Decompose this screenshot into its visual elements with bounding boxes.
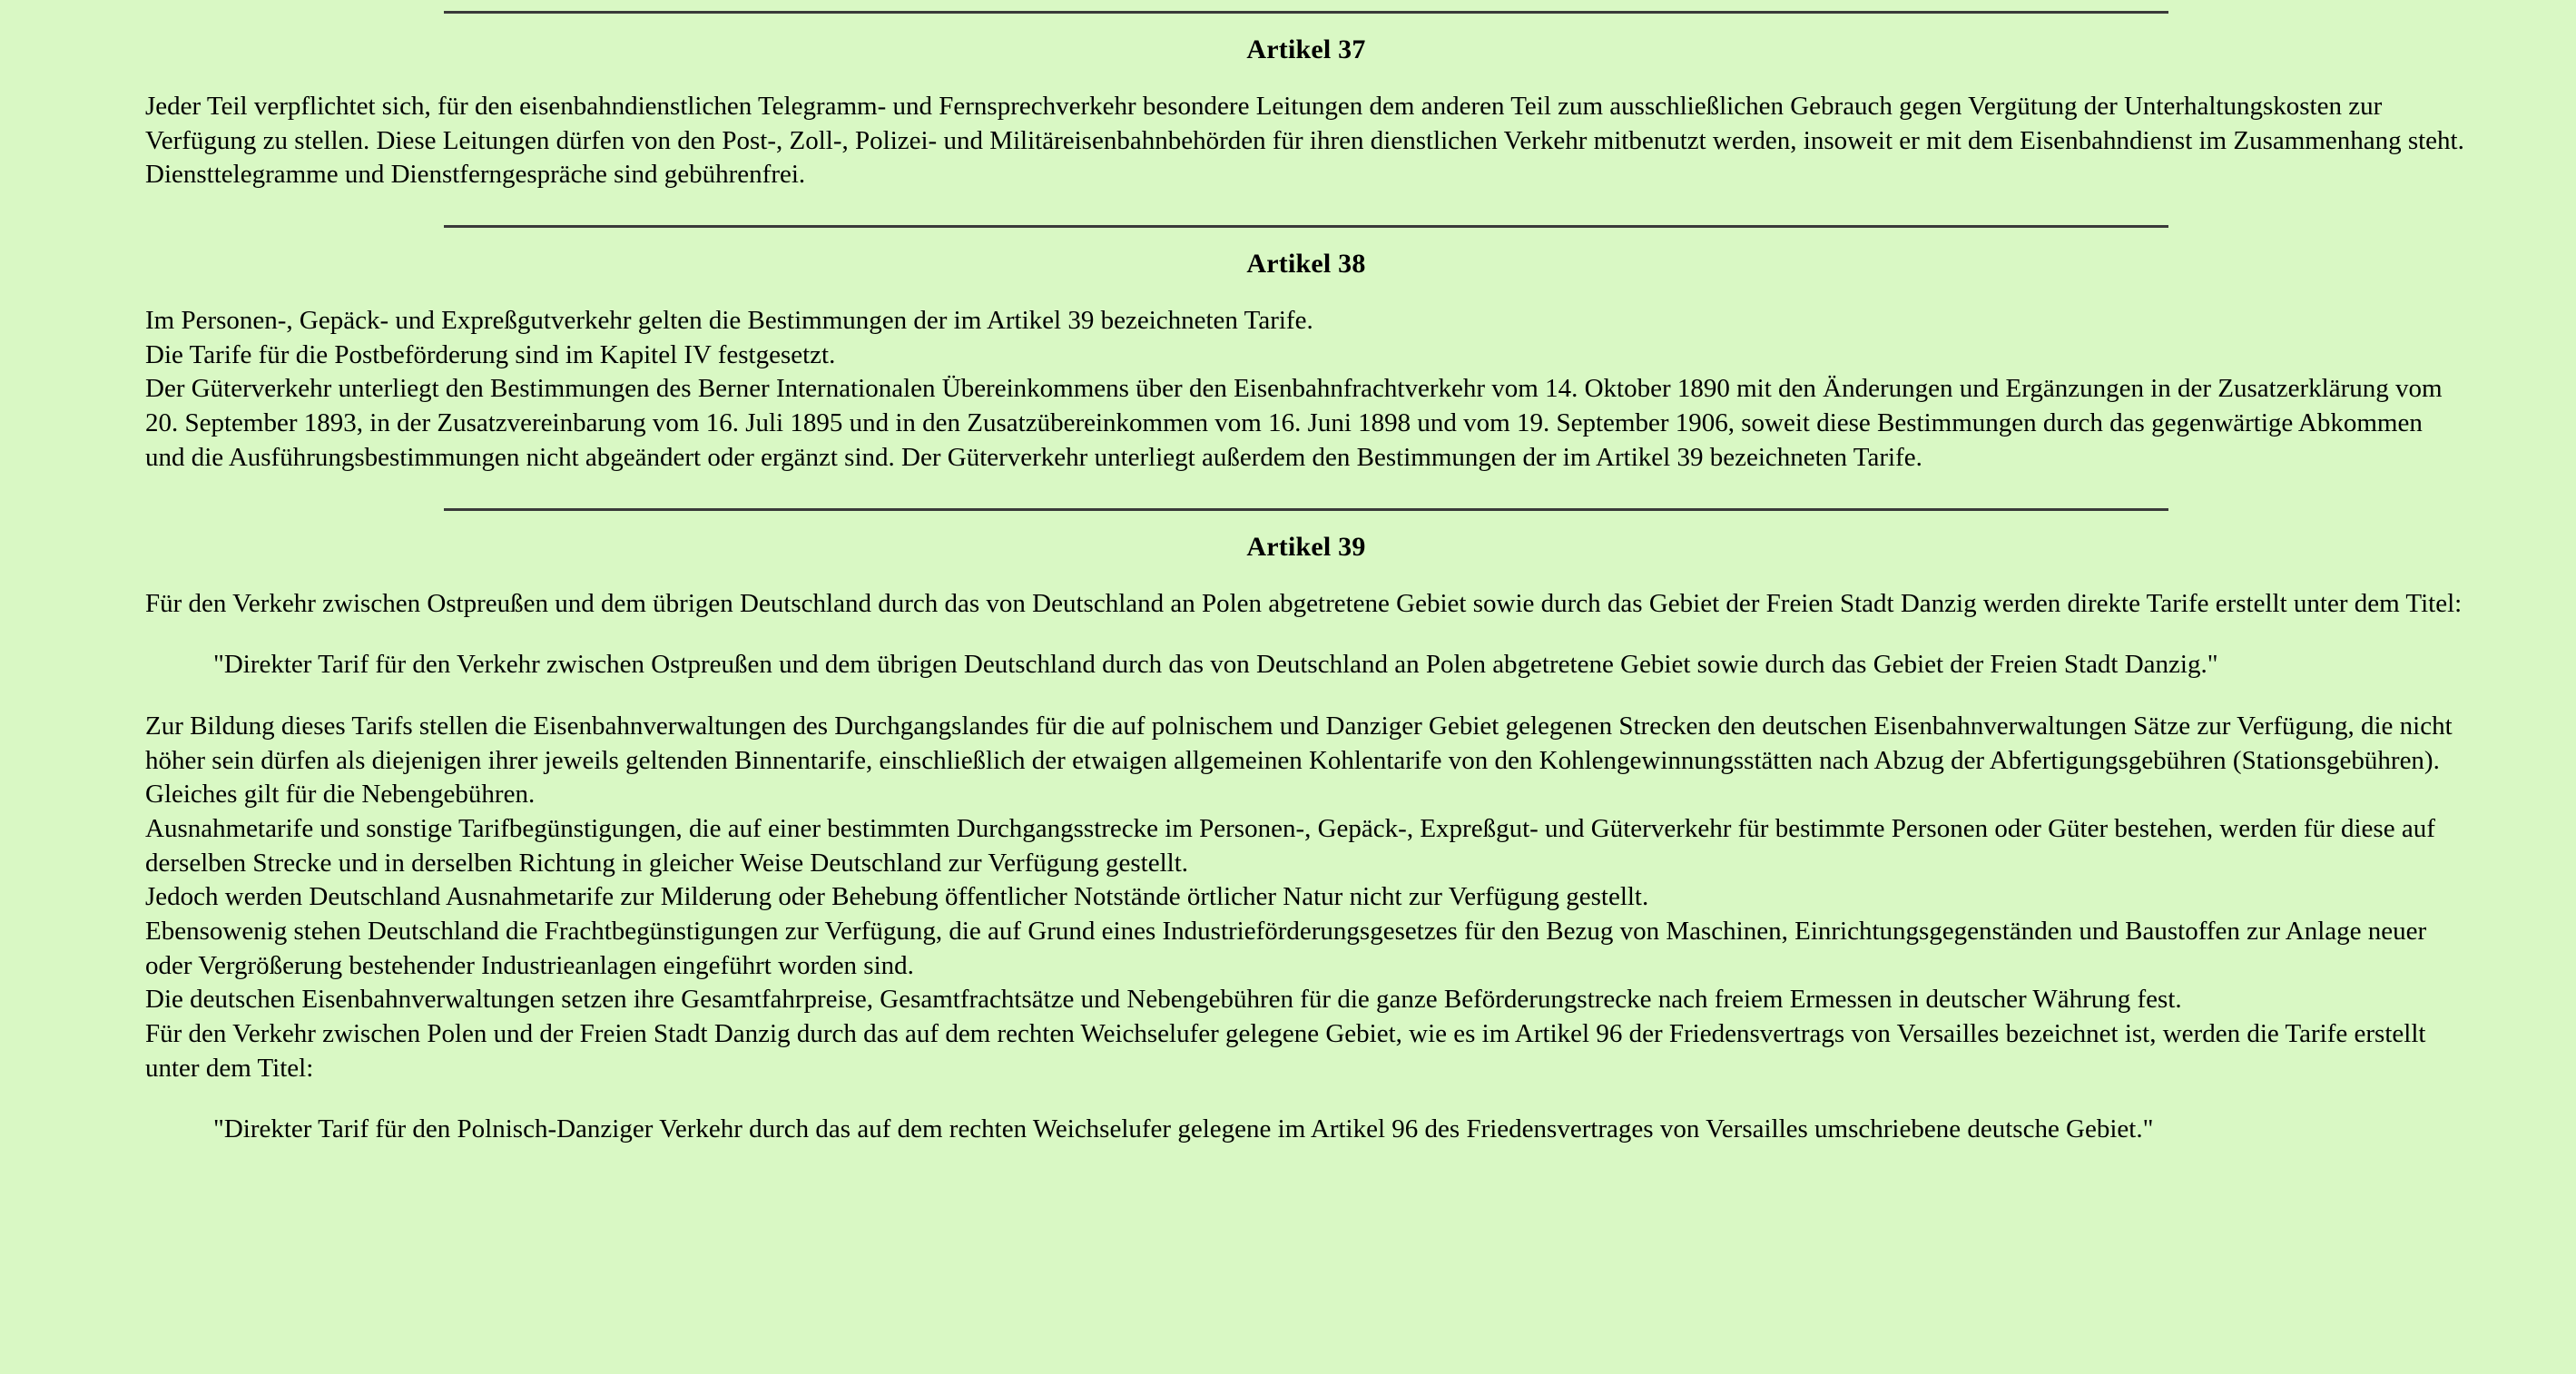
article-section-37: [145, 11, 2467, 192]
article-heading-37: Artikel 37: [1246, 34, 1366, 64]
article-paragraph: Jeder Teil verpflichtet sich, für den eisenbahndienstlichen Telegramm- und Fernsprechverkehr besondere Leitungen dem anderen Teil zum ausschließlichen Gebrauch gegen Vergütung der Unterhaltungskosten zur Verfügung zu stellen. Diese Leitungen dürfen von den Post-, Zoll-, Polizei- und Militäreisenbahnbehörden für ihren dienstlichen Verkehr mitbenutzt werden, insoweit er mit dem Eisenbahndienst im Zusammenhang steht.: [145, 92, 2464, 155]
block-spacer: [145, 476, 2467, 508]
article-heading-38: Artikel 38: [1246, 249, 1366, 280]
section-divider: [444, 11, 2168, 14]
article-paragraph: Für den Verkehr zwischen Ostpreußen und dem übrigen Deutschland durch das von Deutschland an Polen abgetretene Gebiet sowie durch das Gebiet der Freien Stadt Danzig werden direkte Tarife erstellt unter dem Titel:: [145, 588, 2463, 618]
article-paragraph: Diensttelegramme und Dienstferngespräche sind gebührenfrei.: [145, 160, 806, 190]
article-paragraph: Ebensowenig stehen Deutschland die Frachtbegünstigungen zur Verfügung, die auf Grund eines Industrieförderungsgesetzes für den Bezug von Maschinen, Einrichtungsgegenständen und Baustoffen zur Anlage neuer oder Vergrößerung bestehender Industrieanlagen eingeführt worden sind.: [145, 917, 2427, 980]
block-spacer: [145, 192, 2467, 225]
article-paragraph: Für den Verkehr zwischen Polen und der Freien Stadt Danzig durch das auf dem rechten Weichselufer gelegene Gebiet, wie es im Artikel 96 der Friedensvertrags von Versailles bezeichnet ist, werden die Tarife erstellt unter dem Titel:: [145, 1019, 2426, 1083]
article-quote: "Direkter Tarif für den Verkehr zwischen Ostpreußen und dem übrigen Deutschland durch das von Deutschland an Polen abgetretene Gebiet sowie durch das Gebiet der Freien Stadt Danzig.": [213, 650, 2218, 680]
article-paragraph: Der Güterverkehr unterliegt den Bestimmungen des Berner Internationalen Übereinkommens über den Eisenbahnfrachtverkehr vom 14. Oktober 1890 mit den Änderungen und Ergänzungen in der Zusatzerklärung vom 20. September 1893, in der Zusatzvereinbarung vom 16. Juli 1895 und in den Zusatzübereinkommen vom 16. Juni 1898 und vom 19. September 1906, soweit diese Bestimmungen durch das gegenwärtige Abkommen und die Ausführungsbestimmungen nicht abgeändert oder ergänzt sind. Der Güterverkehr unterliegt außerdem den Bestimmungen der im Artikel 39 bezeichneten Tarife.: [145, 374, 2443, 472]
article-paragraph: Die Tarife für die Postbeförderung sind im Kapitel IV festgesetzt.: [145, 339, 836, 369]
section-divider: [444, 508, 2168, 511]
section-divider: [444, 225, 2168, 228]
article-section-39: [145, 508, 2467, 1148]
article-paragraph: Jedoch werden Deutschland Ausnahmetarife zur Milderung oder Behebung öffentlicher Notstände örtlicher Natur nicht zur Verfügung gestellt.: [145, 882, 1649, 912]
article-section-38: [145, 225, 2467, 475]
article-paragraph: Zur Bildung dieses Tarifs stellen die Eisenbahnverwaltungen des Durchgangslandes für die auf polnischem und Danziger Gebiet gelegenen Strecken den deutschen Eisenbahnverwaltungen Sätze zur Verfügung, die nicht höher sein dürfen als diejenigen ihrer jeweils geltenden Binnentarife, einschließlich der etwaigen allgemeinen Kohlentarife von den Kohlengewinnungsstätten nach Abzug der Abfertigungsgebühren (Stationsgebühren). Gleiches gilt für die Nebengebühren.: [145, 711, 2453, 810]
article-quote: "Direkter Tarif für den Polnisch-Danziger Verkehr durch das auf dem rechten Weichselufer gelegene im Artikel 96 des Friedensvertrages von Versailles umschriebene deutsche Gebiet.": [213, 1114, 2154, 1144]
article-paragraph: Die deutschen Eisenbahnverwaltungen setzen ihre Gesamtfahrpreise, Gesamtfrachtsätze und Nebengebühren für die ganze Beförderungstrecke nach freiem Ermessen in deutscher Währung fest.: [145, 985, 2182, 1015]
document-page: [0, 11, 2576, 1147]
article-paragraph: Ausnahmetarife und sonstige Tarifbegünstigungen, die auf einer bestimmten Durchgangsstrecke im Personen-, Gepäck-, Expreßgut- und Güterverkehr für bestimmte Personen oder Güter bestehen, werden für diese auf derselben Strecke und in derselben Richtung in gleicher Weise Deutschland zur Verfügung gestellt.: [145, 813, 2435, 878]
article-paragraph: Im Personen-, Gepäck- und Expreßgutverkehr gelten die Bestimmungen der im Artikel 39 bezeichneten Tarife.: [145, 306, 1313, 336]
article-heading-39: Artikel 39: [1246, 531, 1366, 562]
